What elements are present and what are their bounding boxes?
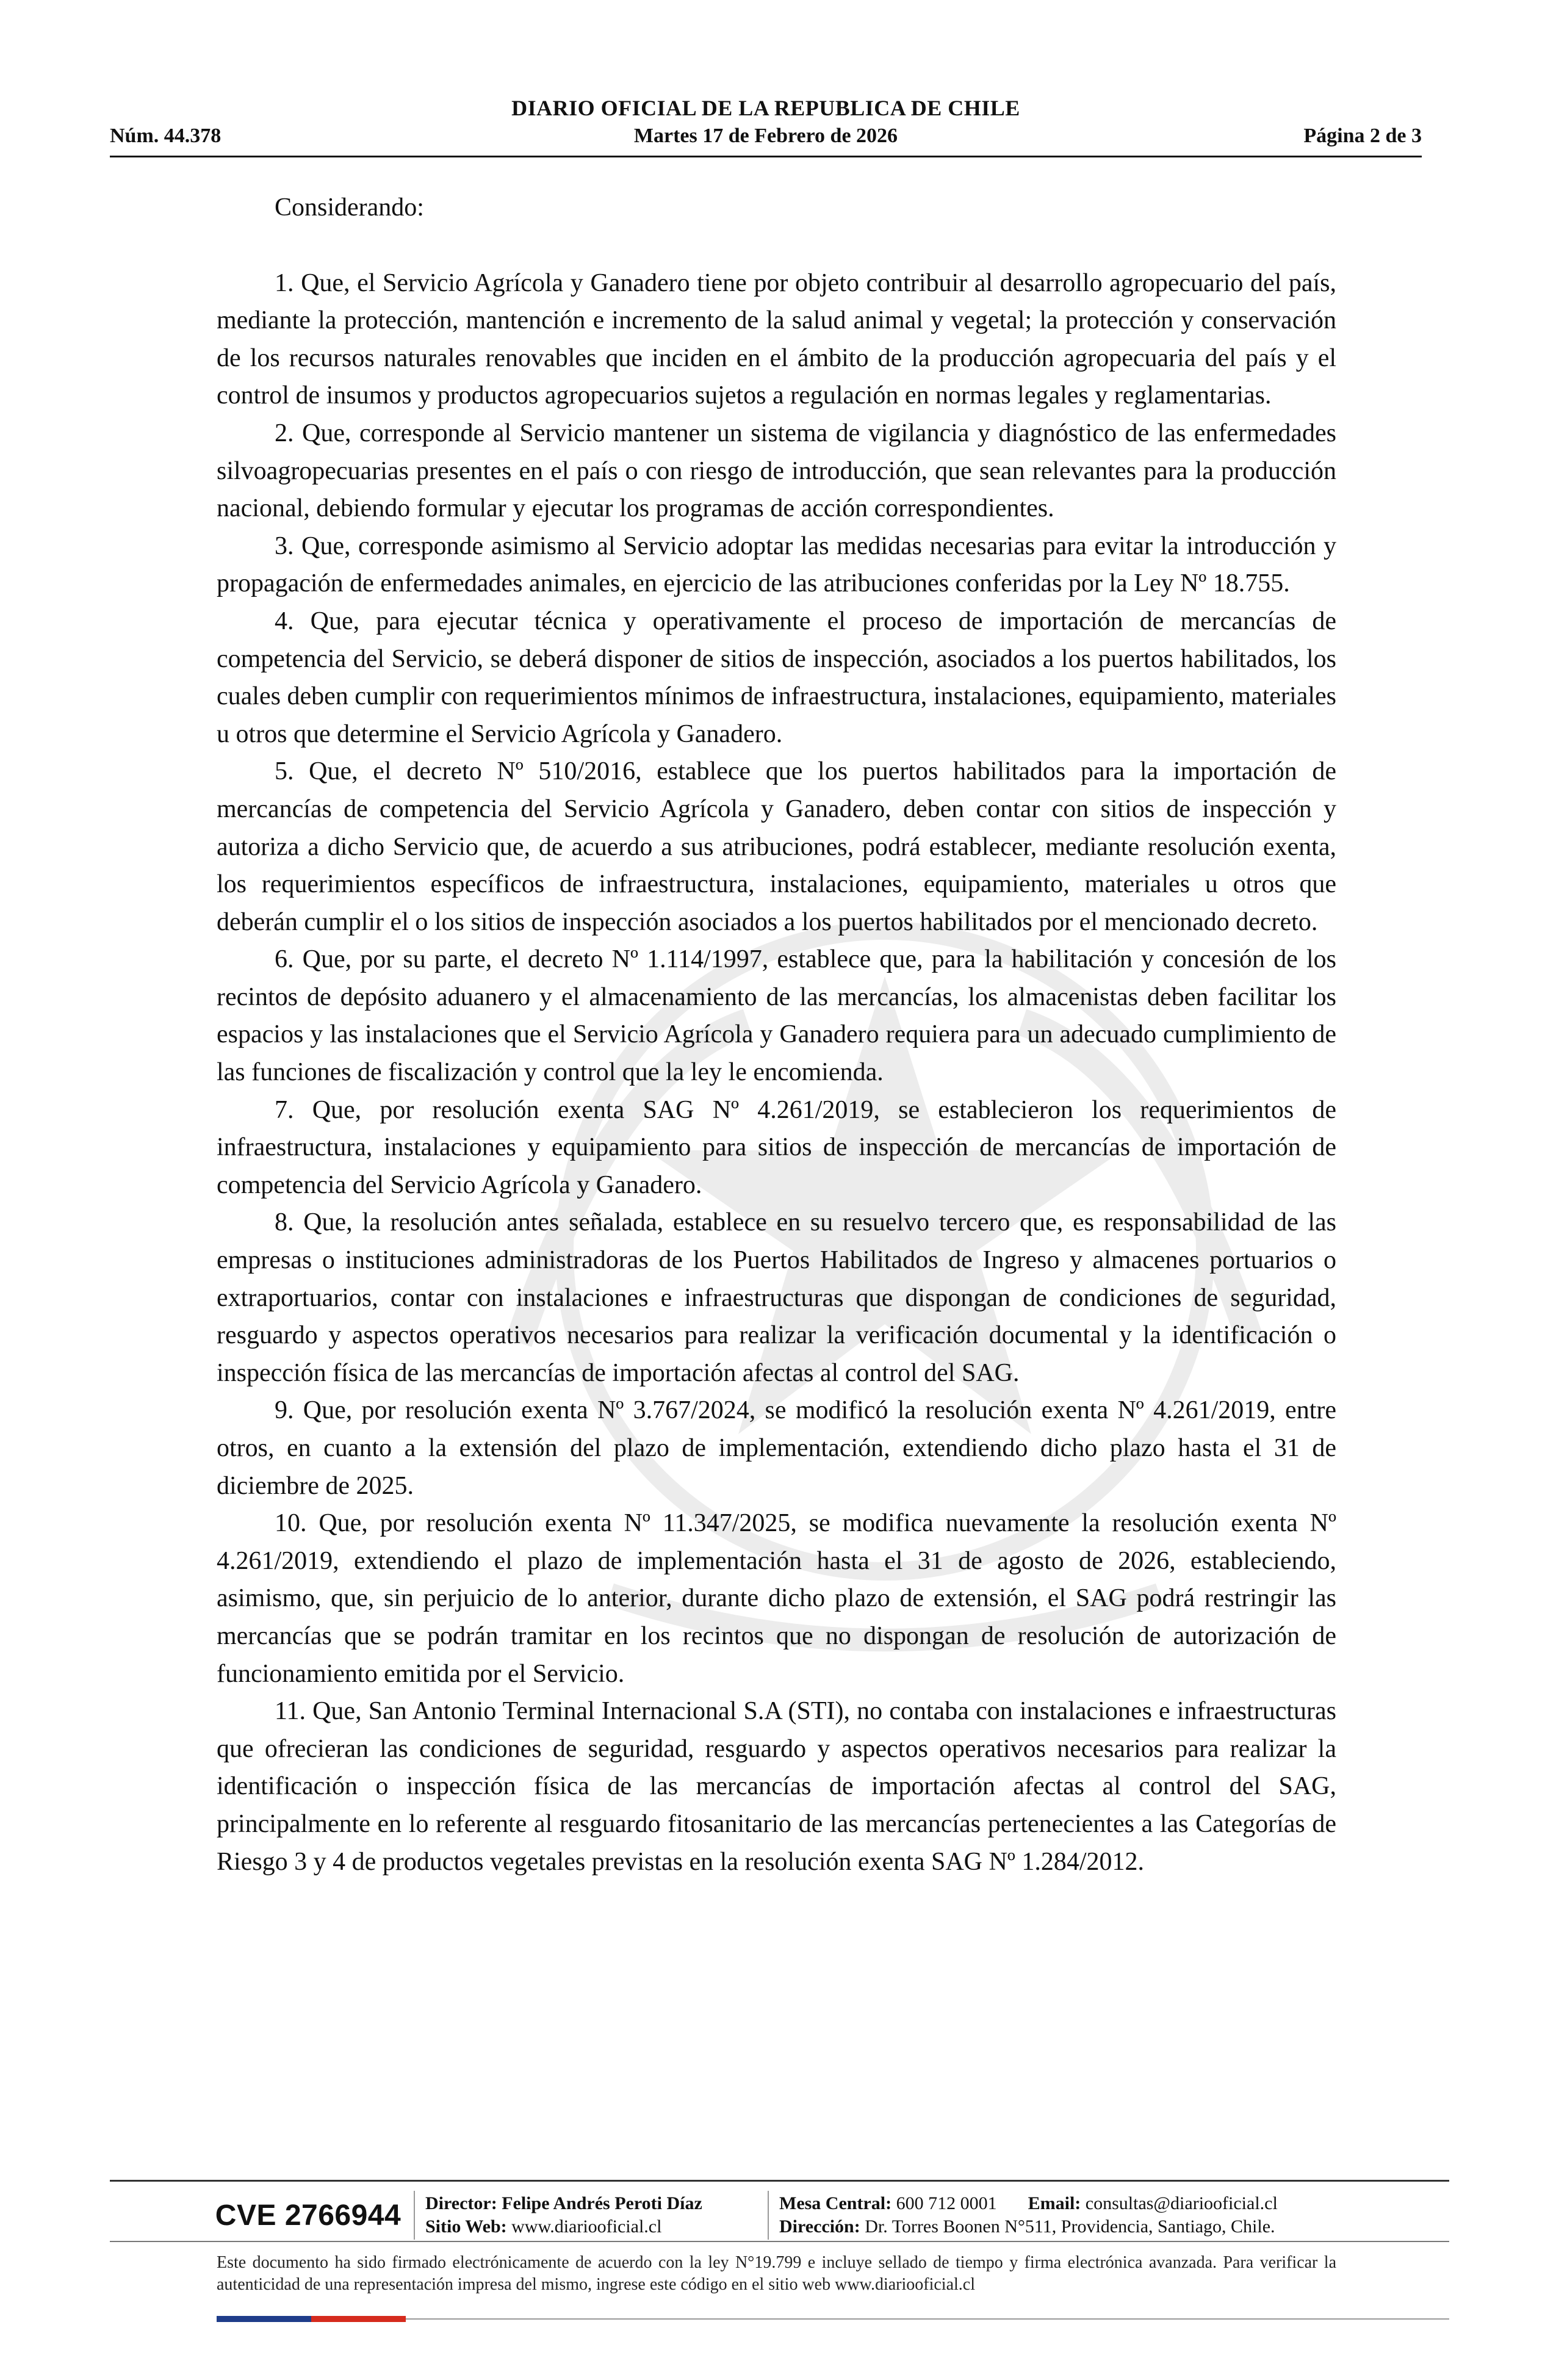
flag-red-stripe <box>311 2316 406 2322</box>
paragraph-4: 4. Que, para ejecutar técnica y operativamente el proceso de importación de mercancías de competencia del Servicio, se deberá disponer de sitios de inspección, asociados a los puertos habilitados, los cuales deben cumplir con requerimientos mínimos de infraestructura, instalaciones, equipamiento, materiales u otros que determine el Servicio Agrícola y Ganadero. <box>217 607 1336 748</box>
phone-value: 600 712 0001 <box>896 2193 997 2213</box>
paragraph-8: 8. Que, la resolución antes señalada, establece en su resuelvo tercero que, es responsabilidad de las empresas o instituciones administradoras de los Puertos Habilitados de Ingreso y almacenes portuarios o extraportuarios, contar con instalaciones e infraestructuras que dispongan de condiciones de seguridad, resguardo y aspectos operativos necesarios para realizar la verificación documental y la identificación o inspección física de las mercancías de importación afectas al control del SAG. <box>217 1208 1336 1387</box>
page-indicator: Página 2 de 3 <box>1303 124 1422 147</box>
cve-code-box <box>207 2185 409 2246</box>
paragraph-1: 1. Que, el Servicio Agrícola y Ganadero tiene por objeto contribuir al desarrollo agropecuario del país, mediante la protección, mantención e incremento de la salud animal y vegetal; la protección y conservación de los recursos naturales renovables que inciden en el ámbito de la producción agropecuaria del país y el control de insumos y productos agropecuarios sujetos a regulación en normas legales y reglamentarias. <box>217 269 1336 410</box>
email-link[interactable]: consultas@diariooficial.cl <box>1085 2193 1278 2213</box>
email-label: Email: <box>1028 2193 1081 2213</box>
paragraph-3: 3. Que, corresponde asimismo al Servicio adoptar las medidas necesarias para evitar la introducción y propagación de enfermedades animales, en ejercicio de las atribuciones conferidas por la Ley Nº 18.755. <box>217 532 1336 598</box>
director-label: Director: <box>425 2193 497 2213</box>
address-line <box>779 2215 1278 2238</box>
paragraph-5: 5. Que, el decreto Nº 510/2016, establece que los puertos habilitados para la importación de mercancías de competencia del Servicio Agrícola y Ganadero, deben contar con sitios de inspección y autoriza a dicho Servicio que, de acuerdo a sus atribuciones, podrá establecer, mediante resolución exenta, los requerimientos específicos de infraestructura, instalaciones, equipamiento, materiales u otros que deberán cumplir el o los sitios de inspección asociados a los puertos habilitados por el mencionado decreto. <box>217 757 1336 936</box>
paragraph-9: 9. Que, por resolución exenta Nº 3.767/2024, se modificó la resolución exenta Nº 4.261/2019, entre otros, en cuanto a la extensión del plazo de implementación, extendiendo dicho plazo hasta el 31 de diciembre de 2025. <box>217 1396 1336 1500</box>
paragraph-2: 2. Que, corresponde al Servicio mantener un sistema de vigilancia y diagnóstico de las enfermedades silvoagropecuarias presentes en el país o con riesgo de introducción, que sean relevantes para la producción nacional, debiendo formular y ejecutar los programas de acción correspondientes. <box>217 419 1336 523</box>
footer-divider-bottom <box>406 2318 1449 2320</box>
considerando-heading: Considerando: <box>275 193 424 222</box>
footer-divider-top <box>110 2180 1449 2182</box>
footer-separator <box>768 2191 769 2240</box>
paragraph-10: 10. Que, por resolución exenta Nº 11.347/2025, se modifica nuevamente la resolución exenta Nº 4.261/2019, extendiendo el plazo de implementación hasta el 31 de agosto de 2026, estableciendo, asimismo, que, sin perjuicio de lo anterior, durante dicho plazo de extensión, el SAG podrá restringir las mercancías que se podrán tramitar en los recintos que no dispongan de resolución de autorización de funcionamiento emitida por el Servicio. <box>217 1509 1336 1688</box>
header-divider <box>110 156 1422 157</box>
footer-divider-middle <box>110 2241 1449 2242</box>
contact-line <box>779 2192 1278 2215</box>
page-header <box>110 92 1422 159</box>
flag-blue-stripe <box>217 2316 311 2322</box>
flag-color-bar <box>217 2316 406 2322</box>
phone-label: Mesa Central: <box>779 2193 892 2213</box>
document-body <box>217 189 1336 1881</box>
publication-title: DIARIO OFICIAL DE LA REPUBLICA DE CHILE <box>511 96 1020 120</box>
footer-director-block <box>425 2192 702 2238</box>
publication-date: Martes 17 de Febrero de 2026 <box>633 124 898 147</box>
website-label: Sitio Web: <box>425 2216 507 2237</box>
paragraph-6: 6. Que, por su parte, el decreto Nº 1.114/1997, establece que, para la habilitación y concesión de los recintos de depósito aduanero y el almacenamiento de las mercancías, los almacenistas deben facilitar los espacios y las instalaciones que el Servicio Agrícola y Ganadero requiera para un adecuado cumplimiento de las funciones de fiscalización y control que la ley le encomienda. <box>217 945 1336 1087</box>
address-label: Dirección: <box>779 2216 860 2237</box>
footer-separator <box>414 2191 415 2240</box>
footer-contact-block <box>779 2192 1278 2238</box>
paragraph-11: 11. Que, San Antonio Terminal Internacional S.A (STI), no contaba con instalaciones e infraestructuras que ofrecieran las condiciones de seguridad, resguardo y aspectos operativos necesarios para realizar la identificación o inspección física de las mercancías de importación afectas al control del SAG, principalmente en lo referente al resguardo fitosanitario de las mercancías pertenecientes a las Categorías de Riesgo 3 y 4 de productos vegetales previstas en la resolución exenta SAG Nº 1.284/2012. <box>217 1697 1336 1876</box>
website-line <box>425 2215 702 2238</box>
director-line <box>425 2192 702 2215</box>
paragraph-7: 7. Que, por resolución exenta SAG Nº 4.261/2019, se establecieron los requerimientos de infraestructura, instalaciones y equipamiento para sitios de inspección de mercancías de importación de competencia del Servicio Agrícola y Ganadero. <box>217 1095 1336 1199</box>
address-value: Dr. Torres Boonen N°511, Providencia, Santiago, Chile. <box>865 2216 1275 2237</box>
electronic-signature-notice: Este documento ha sido firmado electrónicamente de acuerdo con la ley N°19.799 e incluye sellado de tiempo y firma electrónica avanzada. Para verificar la autenticidad de una representación impresa del mismo, ingrese este código en el sitio web www.diariooficial.cl <box>217 2253 1336 2294</box>
website-link[interactable]: www.diariooficial.cl <box>511 2216 662 2237</box>
cve-code: CVE 2766944 <box>215 2199 402 2232</box>
director-name: Felipe Andrés Peroti Díaz <box>502 2193 702 2213</box>
issue-number: Núm. 44.378 <box>110 124 222 147</box>
